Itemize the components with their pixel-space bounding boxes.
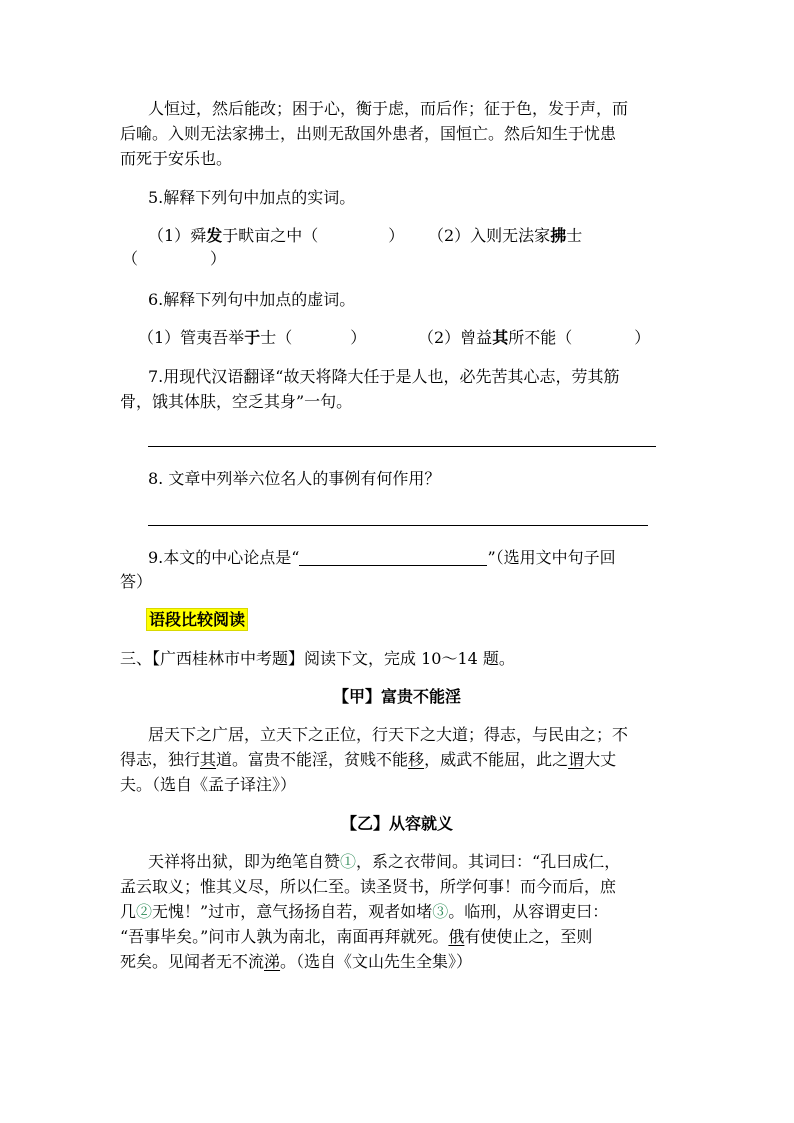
marked-word: 拂 <box>550 226 567 245</box>
question-5-item-1 <box>148 223 404 248</box>
marked-word: 于 <box>244 328 261 347</box>
yi-line <box>148 849 620 874</box>
text: 得志，独行 <box>120 750 201 769</box>
underlined-word: 其 <box>200 750 217 769</box>
underlined-word: 涕 <box>264 952 281 971</box>
marked-word: 其 <box>492 328 509 347</box>
passage-line: 后喻。入则无法家拂士，出则无敌国外患者，国恒亡。然后知生于忧患 <box>120 124 617 143</box>
question-9-line-2: 答） <box>120 572 153 591</box>
passage-title-jia: 【甲】富贵不能淫 <box>332 687 461 706</box>
text: ） <box>210 249 227 268</box>
text: 所不能（ <box>508 328 573 347</box>
text: 道。富贵不能淫，贫贱不能 <box>216 750 409 769</box>
text: 死矣。见闻者无不流 <box>120 952 265 971</box>
text: 几 <box>120 902 137 921</box>
text: ”（选用文中句子回 <box>487 548 616 567</box>
text: 无愧！”过市，意气扬扬自若，观者如堵 <box>152 902 433 921</box>
text: 大丈 <box>584 750 617 769</box>
yi-line <box>120 924 592 949</box>
highlight-label: 语段比较阅读 <box>146 608 248 631</box>
text: ，系之衣带间。其词曰：“孔曰成仁， <box>356 852 621 871</box>
question-5-item-2-blank <box>122 246 226 271</box>
footnote-marker[interactable]: ③ <box>432 902 449 921</box>
passage-line: 人恒过，然后能改；困于心，衡于虑，而后作；征于色，发于声，而 <box>148 99 629 118</box>
text: 。（选自《文山先生全集》） <box>280 952 473 971</box>
question-7: 7.用现代汉语翻译“故天将降大任于是人也，必先苦其心志，劳其筋 <box>148 367 620 386</box>
underlined-word: 谓 <box>568 750 585 769</box>
answer-blank[interactable] <box>299 547 487 566</box>
text: （2）入则无法家 <box>428 226 551 245</box>
jia-line: 夫。（选自《孟子译注》） <box>120 775 297 794</box>
footnote-marker[interactable]: ② <box>136 902 153 921</box>
passage-line: 而死于安乐也。 <box>120 149 233 168</box>
text: 天祥将出狱，即为绝笔自赞 <box>148 852 341 871</box>
text: 士（ <box>260 328 293 347</box>
text: ） <box>634 328 651 347</box>
footnote-marker[interactable]: ① <box>340 852 357 871</box>
text: 士 <box>566 226 583 245</box>
yi-line: 孟云取义；惟其义尽，所以仁至。读圣贤书，所学何事！而今而后，庶 <box>120 877 617 896</box>
question-6-item-1 <box>138 325 366 350</box>
text: （1）管夷吾举 <box>138 328 245 347</box>
marked-word: 发 <box>206 226 223 245</box>
question-6-item-2 <box>418 325 650 350</box>
question-9 <box>148 545 616 570</box>
text: 有使使止之，至则 <box>464 927 593 946</box>
text: （2）曾益 <box>418 328 493 347</box>
text: 。临刑，从容谓吏曰： <box>448 902 609 921</box>
answer-line-8[interactable] <box>148 525 648 526</box>
text: （1）舜 <box>148 226 207 245</box>
yi-line <box>120 899 608 924</box>
yi-line <box>120 949 472 974</box>
underlined-word: 移 <box>408 750 425 769</box>
question-8: 8. 文章中列举六位名人的事例有何作用？ <box>148 469 441 488</box>
text: 于畎亩之中（ <box>222 226 319 245</box>
question-6: 6.解释下列句中加点的虚词。 <box>148 290 356 309</box>
question-7-line-2: 骨，饿其体肤，空乏其身”一句。 <box>120 392 353 411</box>
text: （ <box>122 249 139 268</box>
text: ，威武不能屈，此之 <box>424 750 569 769</box>
section-heading: 三、【广西桂林市中考题】阅读下文，完成 10～14 题。 <box>120 649 515 668</box>
section-tag <box>146 607 248 632</box>
underlined-word: 俄 <box>448 927 465 946</box>
question-5: 5.解释下列句中加点的实词。 <box>148 188 356 207</box>
question-5-item-2 <box>428 223 582 248</box>
jia-line: 居天下之广居，立天下之正位，行天下之大道；得志，与民由之；不 <box>148 725 629 744</box>
passage-title-yi: 【乙】从容就义 <box>340 814 453 833</box>
jia-line <box>120 747 616 772</box>
text: “吾事毕矣。”问市人孰为南北，南面再拜就死。 <box>120 927 449 946</box>
answer-line-7[interactable] <box>148 446 656 447</box>
text: ） <box>388 226 405 245</box>
text: 9.本文的中心论点是“ <box>148 548 300 567</box>
text: ） <box>350 328 367 347</box>
